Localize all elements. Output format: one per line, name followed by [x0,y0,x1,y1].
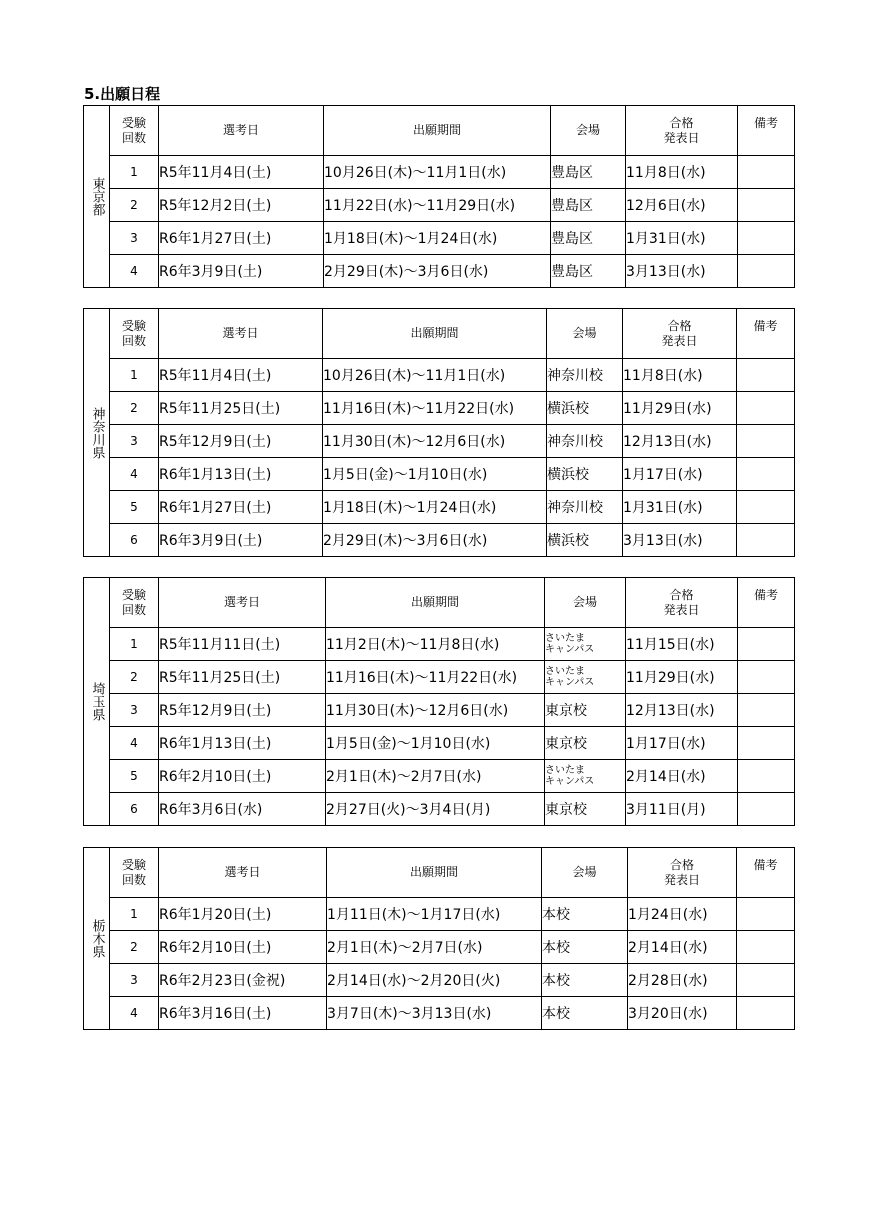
remarks-cell [738,694,795,727]
venue: 神奈川校 [547,491,623,524]
exam-date: R6年1月20日(土) [159,898,327,931]
schedule-table [83,847,795,1030]
schedule-table [83,308,795,557]
round-number: 3 [110,964,159,997]
venue-header: 会場 [547,309,623,359]
exam-date: R6年1月13日(土) [159,458,323,491]
exam-round-header: 受験 回数 [110,309,159,359]
round-number: 2 [110,931,159,964]
schedule-table [83,105,795,288]
round-number: 4 [110,255,159,288]
result-date: 3月13日(水) [626,255,738,288]
table-row [84,425,795,458]
exam-date: R6年1月27日(土) [159,222,324,255]
exam-date-header: 選考日 [159,106,324,156]
round-number: 3 [110,694,159,727]
remarks-cell [738,760,795,793]
venue: 本校 [542,898,628,931]
round-number: 1 [110,898,159,931]
table-row [84,458,795,491]
venue: 本校 [542,997,628,1030]
table-row [84,524,795,557]
exam-date: R5年11月25日(土) [159,392,323,425]
exam-date: R6年2月10日(土) [159,931,327,964]
remarks-cell [738,727,795,760]
result-date: 1月31日(水) [626,222,738,255]
exam-date: R6年1月13日(土) [159,727,326,760]
result-date: 11月15日(水) [626,628,738,661]
table-row [84,727,795,760]
application-period-header: 出願期間 [324,106,551,156]
exam-date-header: 選考日 [159,309,323,359]
result-date: 2月14日(水) [626,760,738,793]
remarks-header: 備考 [738,106,795,156]
remarks-cell [738,628,795,661]
venue: 豊島区 [551,156,626,189]
table-row [84,964,795,997]
remarks-cell [737,524,795,557]
venue: 横浜校 [547,392,623,425]
prefecture-label: 埼玉県 [84,578,110,826]
round-number: 2 [110,189,159,222]
remarks-cell [738,255,795,288]
round-number: 3 [110,425,159,458]
exam-date: R5年12月2日(土) [159,189,324,222]
venue-header: 会場 [551,106,626,156]
exam-date: R5年11月25日(土) [159,661,326,694]
exam-round-header: 受験 回数 [110,106,159,156]
exam-date: R6年3月9日(土) [159,524,323,557]
prefecture-label: 神奈川県 [84,309,110,557]
application-period: 1月11日(木)～1月17日(水) [327,898,542,931]
venue: 東京校 [545,694,626,727]
result-date: 11月29日(水) [626,661,738,694]
section-title: 5.出願日程 [84,85,161,103]
table-row [84,392,795,425]
exam-date: R6年1月27日(土) [159,491,323,524]
application-period: 1月5日(金)～1月10日(水) [323,458,547,491]
table-row [84,997,795,1030]
venue: さいたま キャンパス [545,628,626,661]
result-date: 2月28日(水) [628,964,737,997]
schedule-table [83,577,795,826]
result-date: 12月6日(水) [626,189,738,222]
table-row [84,628,795,661]
result-date: 11月8日(水) [623,359,737,392]
table-row [84,694,795,727]
exam-date: R6年2月10日(土) [159,760,326,793]
exam-date: R5年12月9日(土) [159,425,323,458]
round-number: 1 [110,156,159,189]
venue: 横浜校 [547,458,623,491]
application-period: 3月7日(木)～3月13日(水) [327,997,542,1030]
remarks-cell [737,359,795,392]
venue: 神奈川校 [547,425,623,458]
remarks-header: 備考 [737,848,795,898]
round-number: 5 [110,760,159,793]
application-period: 2月29日(木)～3月6日(水) [324,255,551,288]
table-row [84,359,795,392]
exam-date: R6年3月16日(土) [159,997,327,1030]
venue-header: 会場 [542,848,628,898]
venue: 本校 [542,931,628,964]
application-period: 11月30日(木)～12月6日(水) [323,425,547,458]
remarks-cell [737,964,795,997]
round-number: 3 [110,222,159,255]
result-date: 1月17日(水) [626,727,738,760]
application-period: 1月18日(木)～1月24日(水) [324,222,551,255]
exam-date: R6年3月6日(水) [159,793,326,826]
exam-round-header: 受験 回数 [110,848,159,898]
application-period: 11月2日(木)～11月8日(水) [326,628,545,661]
table-row [84,661,795,694]
venue-header: 会場 [545,578,626,628]
header-row [84,578,795,628]
table-row [84,255,795,288]
remarks-cell [737,997,795,1030]
table-row [84,793,795,826]
exam-date: R6年3月9日(土) [159,255,324,288]
application-period: 11月16日(木)～11月22日(水) [323,392,547,425]
result-date: 11月29日(水) [623,392,737,425]
remarks-cell [738,793,795,826]
application-period: 2月27日(火)～3月4日(月) [326,793,545,826]
prefecture-label: 栃木県 [84,848,110,1030]
venue: 豊島区 [551,222,626,255]
application-period: 2月1日(木)～2月7日(水) [327,931,542,964]
round-number: 4 [110,997,159,1030]
round-number: 6 [110,524,159,557]
header-row [84,106,795,156]
result-date: 3月13日(水) [623,524,737,557]
result-date-header: 合格 発表日 [623,309,737,359]
result-date: 1月31日(水) [623,491,737,524]
application-period: 2月14日(水)～2月20日(火) [327,964,542,997]
application-period: 2月29日(木)～3月6日(水) [323,524,547,557]
venue: さいたま キャンパス [545,661,626,694]
remarks-cell [738,189,795,222]
exam-round-header: 受験 回数 [110,578,159,628]
remarks-cell [737,491,795,524]
result-date-header: 合格 発表日 [626,578,738,628]
remarks-cell [738,661,795,694]
application-period-header: 出願期間 [326,578,545,628]
table-row [84,156,795,189]
exam-date: R6年2月23日(金祝) [159,964,327,997]
round-number: 4 [110,458,159,491]
round-number: 1 [110,628,159,661]
result-date: 3月11日(月) [626,793,738,826]
venue: 横浜校 [547,524,623,557]
table-row [84,189,795,222]
round-number: 4 [110,727,159,760]
venue: 東京校 [545,793,626,826]
application-period: 1月18日(木)～1月24日(水) [323,491,547,524]
application-period: 10月26日(木)～11月1日(水) [324,156,551,189]
venue: さいたま キャンパス [545,760,626,793]
remarks-cell [737,392,795,425]
exam-date: R5年11月4日(土) [159,156,324,189]
application-period: 2月1日(木)～2月7日(水) [326,760,545,793]
venue: 豊島区 [551,255,626,288]
round-number: 5 [110,491,159,524]
application-period: 11月22日(水)～11月29日(水) [324,189,551,222]
remarks-cell [737,898,795,931]
prefecture-label: 東京都 [84,106,110,288]
result-date: 12月13日(水) [626,694,738,727]
application-period: 11月30日(木)～12月6日(水) [326,694,545,727]
exam-date: R5年12月9日(土) [159,694,326,727]
venue: 東京校 [545,727,626,760]
result-date: 3月20日(水) [628,997,737,1030]
round-number: 2 [110,661,159,694]
exam-date-header: 選考日 [159,848,327,898]
result-date: 12月13日(水) [623,425,737,458]
application-period-header: 出願期間 [327,848,542,898]
venue: 神奈川校 [547,359,623,392]
result-date: 2月14日(水) [628,931,737,964]
venue: 本校 [542,964,628,997]
round-number: 2 [110,392,159,425]
application-period-header: 出願期間 [323,309,547,359]
remarks-cell [738,222,795,255]
round-number: 6 [110,793,159,826]
table-row [84,931,795,964]
round-number: 1 [110,359,159,392]
exam-date-header: 選考日 [159,578,326,628]
remarks-cell [737,425,795,458]
remarks-header: 備考 [737,309,795,359]
exam-date: R5年11月4日(土) [159,359,323,392]
header-row [84,309,795,359]
application-period: 1月5日(金)～1月10日(水) [326,727,545,760]
result-date: 11月8日(水) [626,156,738,189]
application-period: 10月26日(木)～11月1日(水) [323,359,547,392]
result-date-header: 合格 発表日 [628,848,737,898]
result-date-header: 合格 発表日 [626,106,738,156]
table-row [84,760,795,793]
application-period: 11月16日(木)～11月22日(水) [326,661,545,694]
remarks-cell [737,931,795,964]
table-row [84,222,795,255]
remarks-cell [737,458,795,491]
result-date: 1月24日(水) [628,898,737,931]
result-date: 1月17日(水) [623,458,737,491]
venue: 豊島区 [551,189,626,222]
table-row [84,491,795,524]
header-row [84,848,795,898]
remarks-cell [738,156,795,189]
exam-date: R5年11月11日(土) [159,628,326,661]
remarks-header: 備考 [738,578,795,628]
table-row [84,898,795,931]
